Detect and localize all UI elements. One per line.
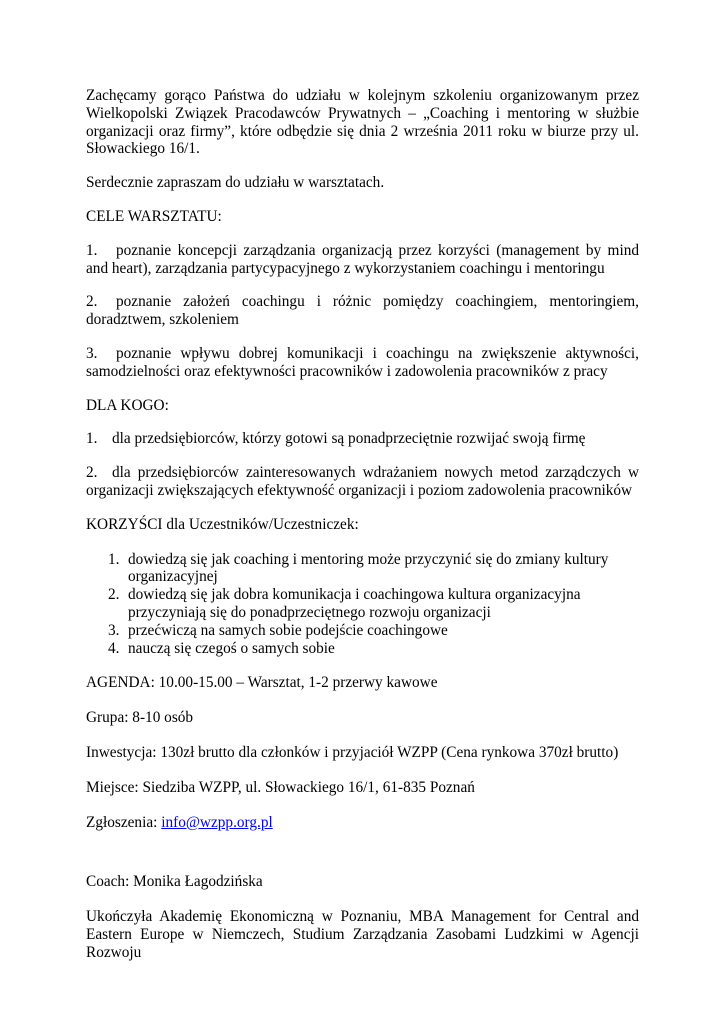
audience-item-2 [86, 464, 639, 500]
group-line: Grupa: 8-10 osób [86, 709, 194, 727]
coach-line: Coach: Monika Łagodzińska [86, 873, 263, 891]
registration-label: Zgłoszenia: [86, 813, 158, 831]
benefit-number-1: 1. [108, 550, 120, 568]
benefits-heading: KORZYŚCI dla Uczestników/Uczestniczek: [86, 515, 359, 533]
benefit-text-4: nauczą się czegoś o samych sobie [128, 639, 335, 657]
goal-number-2: 2. [86, 293, 98, 311]
investment-line: Inwestycja: 130zł brutto dla członków i przyjaciół WZPP (Cena rynkowa 370zł brutto) [86, 743, 619, 761]
benefit-item-3 [86, 622, 639, 640]
coach-bio: Ukończyła Akademię Ekonomiczną w Poznaniu, MBA Management for Central and Eastern Europe w Niemczech, Studium Zarządzania Zasobami Ludzkimi w Agencji Rozwoju [86, 908, 639, 961]
benefit-text-1: dowiedzą się jak coaching i mentoring może przyczynić się do zmiany kultury organizacyjnej [128, 550, 609, 586]
goal-item-1 [86, 242, 639, 278]
registration-line [86, 814, 639, 832]
benefit-item-2 [86, 586, 639, 622]
audience-text-2: dla przedsiębiorców zainteresowanych wdrażaniem nowych metod zarządczych w organizacji zwiększających efektywność organizacji i poziom zadowolenia pracowników [86, 464, 639, 499]
goal-number-3: 3. [86, 344, 98, 362]
audience-number-1: 1. [86, 430, 98, 448]
goal-text-3: poznanie wpływu dobrej komunikacji i coachingu na zwiększenie aktywności, samodzielności oraz efektywności pracowników i zadowolenia pracowników z pracy [86, 344, 639, 380]
benefits-list [86, 551, 639, 658]
benefit-text-3: przećwiczą na samych sobie podejście coachingowe [128, 621, 448, 639]
benefit-item-4 [86, 640, 639, 658]
goal-text-2: poznanie założeń coachingu i różnic pomiędzy coachingiem, mentoringiem, doradztwem, szkoleniem [86, 293, 639, 329]
audience-text-1: dla przedsiębiorców, którzy gotowi są ponadprzeciętnie rozwijać swoją firmę [112, 430, 586, 448]
goal-number-1: 1. [86, 241, 98, 259]
location-line: Miejsce: Siedziba WZPP, ul. Słowackiego 16/1, 61-835 Poznań [86, 778, 475, 796]
benefit-number-3: 3. [108, 621, 120, 639]
audience-number-2: 2. [86, 464, 98, 482]
benefit-number-4: 4. [108, 639, 120, 657]
goals-heading: CELE WARSZTATU: [86, 207, 222, 225]
agenda-line: AGENDA: 10.00-15.00 – Warsztat, 1-2 przerwy kawowe [86, 674, 438, 692]
benefit-item-1 [86, 551, 639, 587]
goal-item-3 [86, 345, 639, 381]
goal-text-1: poznanie koncepcji zarządzania organizacją przez korzyści (management by mind and heart), zarządzania partycypacyjnego z wykorzystaniem coachingu i mentoringu [86, 241, 639, 277]
audience-heading: DLA KOGO: [86, 396, 169, 414]
document-page [86, 87, 639, 962]
invitation-text: Serdecznie zapraszam do udziału w warsztatach. [86, 174, 385, 192]
registration-email-link[interactable]: info@wzpp.org.pl [161, 813, 273, 831]
goal-item-2 [86, 293, 639, 329]
audience-item-1 [86, 430, 639, 448]
benefit-text-2: dowiedzą się jak dobra komunikacja i coachingowa kultura organizacyjna przyczyniają się do ponadprzeciętnego rozwoju organizacji [128, 586, 581, 621]
benefit-number-2: 2. [108, 586, 120, 604]
intro-paragraph: Zachęcamy gorąco Państwa do udziału w kolejnym szkoleniu organizowanym przez Wielkopolski Związek Pracodawców Prywatnych – „Coaching i mentoring w służbie organizacji oraz firmy”, które odbędzie się dnia 2 września 2011 roku w biurze przy ul. Słowackiego 16/1. [86, 87, 639, 158]
